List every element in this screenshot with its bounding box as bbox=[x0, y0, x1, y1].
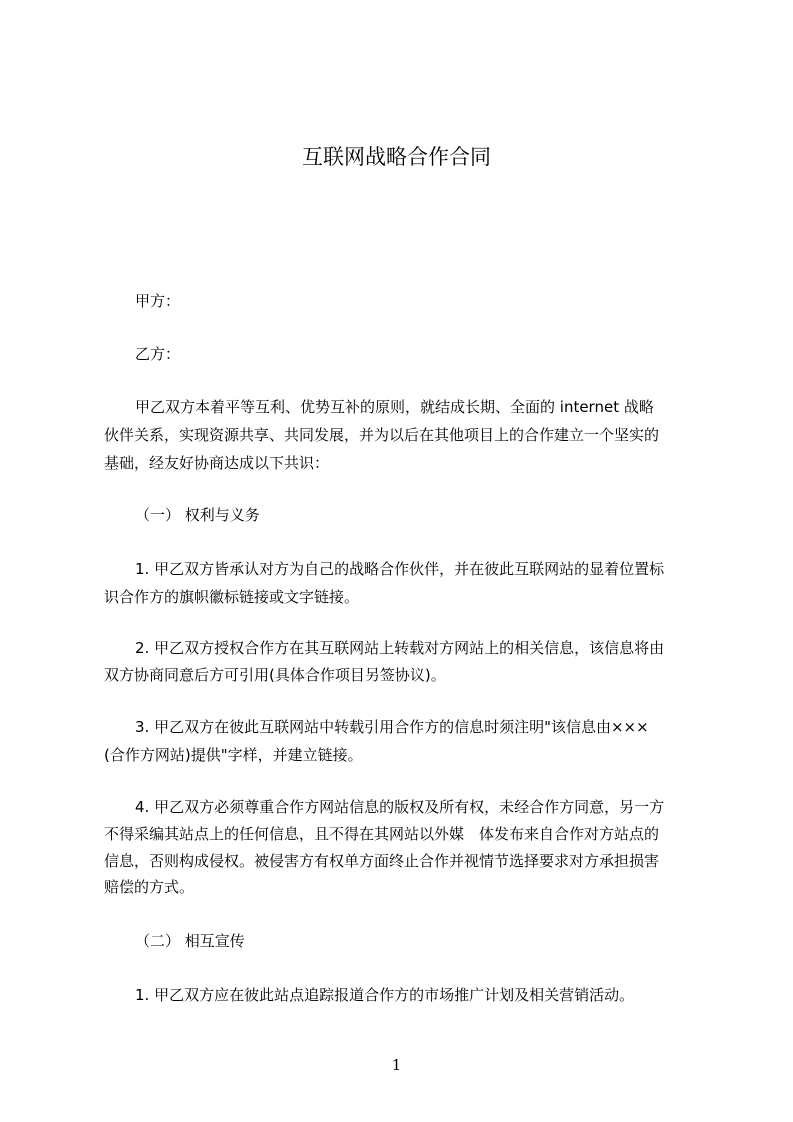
clause-line: 不得采编其站点上的任何信息，且不得在其网站以外媒 体发布来自合作对方站点的 bbox=[104, 825, 660, 843]
clause-line: 信息，否则构成侵权。被侵害方有权单方面终止合作并视情节选择要求对方承担损害 bbox=[104, 852, 660, 870]
intro-line: 基础，经友好协商达成以下共识： bbox=[104, 454, 330, 472]
clause-line: 双方协商同意后方可引用(具体合作项目另签协议)。 bbox=[104, 666, 446, 684]
clause-line: (合作方网站)提供"字样，并建立链接。 bbox=[104, 746, 363, 764]
page-title: 互联网战略合作合同 bbox=[302, 145, 491, 169]
section-heading-promotion: （二） 相互宣传 bbox=[135, 932, 245, 950]
intro-line: 甲乙双方本着平等互利、优势互补的原则，就结成长期、全面的 internet 战略 bbox=[135, 398, 654, 416]
party-a-label: 甲方： bbox=[135, 292, 181, 310]
clause-line: 3. 甲乙双方在彼此互联网站中转载引用合作方的信息时须注明"该信息由××× bbox=[135, 718, 649, 736]
clause-line: 1. 甲乙双方皆承认对方为自己的战略合作伙伴，并在彼此互联网站的显着位置标 bbox=[135, 560, 665, 578]
intro-line: 伙伴关系，实现资源共享、共同发展，并为以后在其他项目上的合作建立一个坚实的 bbox=[104, 426, 660, 444]
party-b-label: 乙方： bbox=[135, 345, 181, 363]
clause-line: 4. 甲乙双方必须尊重合作方网站信息的版权及所有权，未经合作方同意，另一方 bbox=[135, 798, 665, 816]
section-heading-rights: （一） 权利与义务 bbox=[135, 506, 260, 524]
clause-line: 1. 甲乙双方应在彼此站点追踪报道合作方的市场推广计划及相关营销活动。 bbox=[135, 986, 635, 1004]
clause-line: 识合作方的旗帜徽标链接或文字链接。 bbox=[104, 588, 360, 606]
page-number: 1 bbox=[391, 1056, 402, 1074]
clause-line: 2. 甲乙双方授权合作方在其互联网站上转载对方网站上的相关信息，该信息将由 bbox=[135, 639, 665, 657]
clause-line: 赔偿的方式。 bbox=[104, 878, 195, 896]
